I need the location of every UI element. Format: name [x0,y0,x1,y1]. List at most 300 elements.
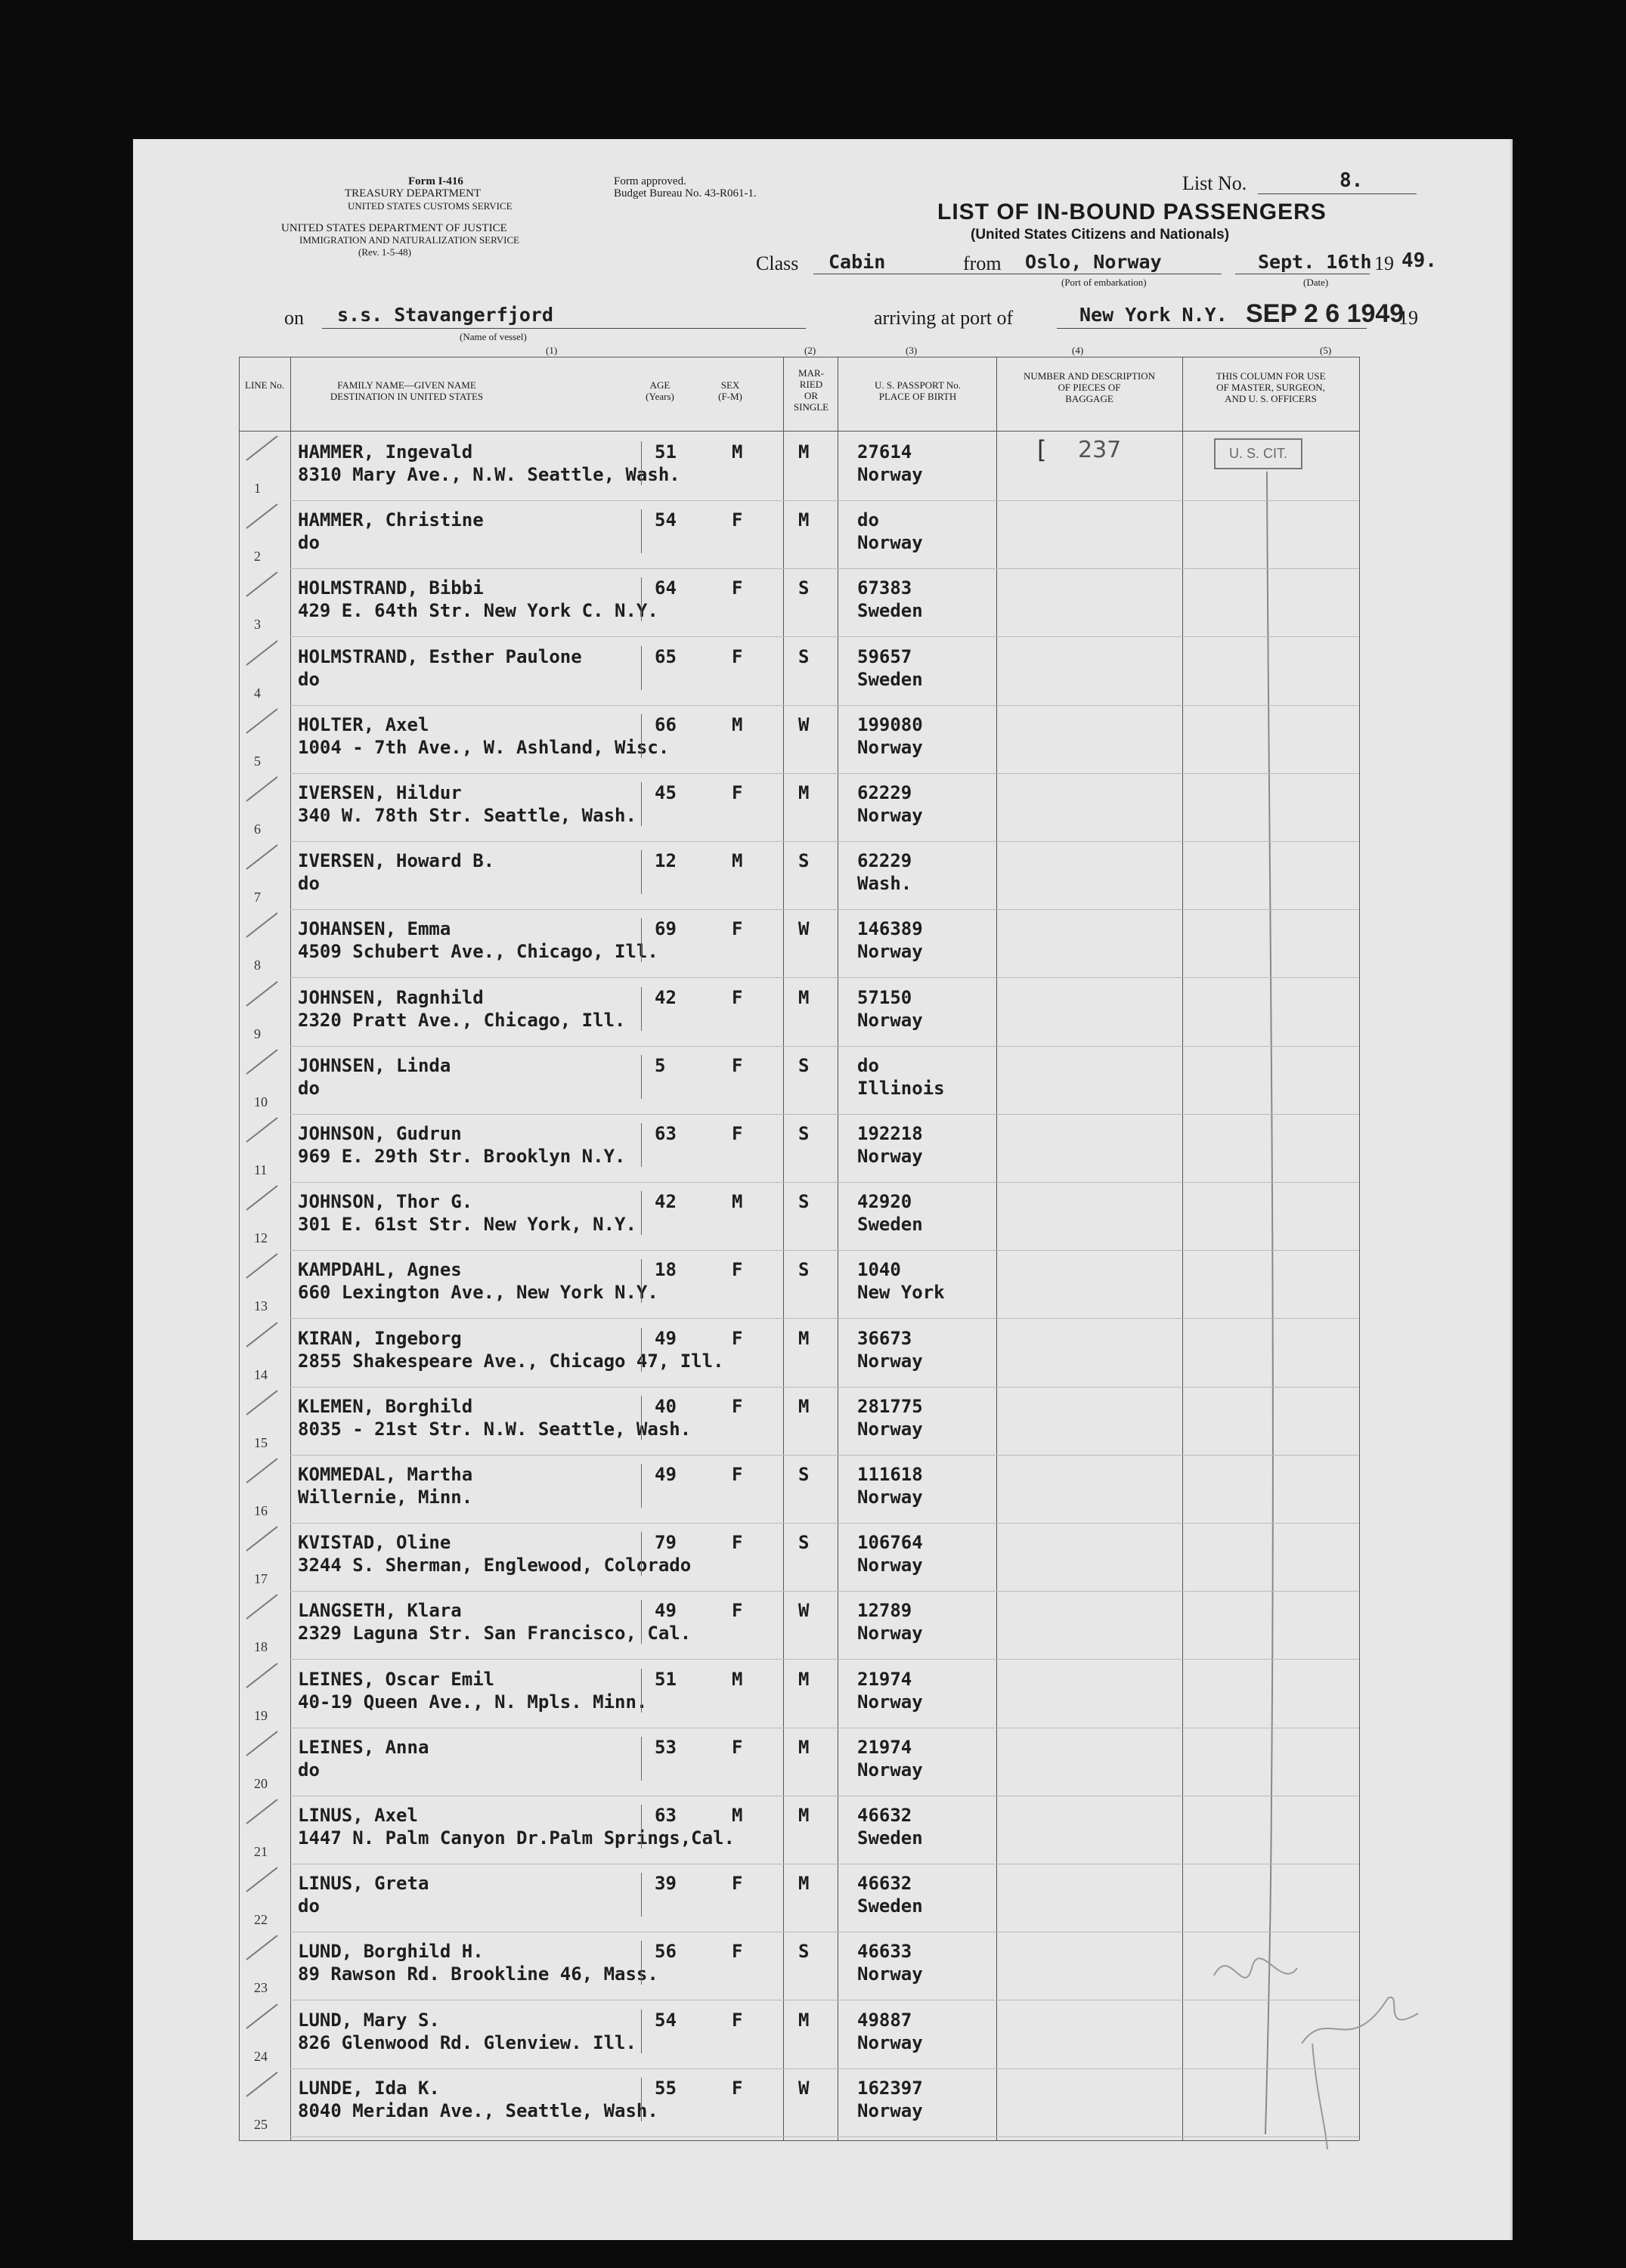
destination: 8310 Mary Ave., N.W. Seattle, Wash. [298,464,680,485]
age: 39 [655,1873,677,1895]
passport-number: 62229 [857,782,912,803]
row-separator [290,1114,1359,1115]
pencil-check-mark [246,913,277,939]
sex: F [732,1736,743,1758]
passport-number: 21974 [857,1668,912,1690]
vessel-name: s.s. Stavangerfjord [337,304,553,326]
table-left-border [239,357,240,2140]
row-bracket [641,1328,642,1372]
embarkation-port: Oslo, Norway [1025,251,1162,273]
marital-status: M [798,1805,810,1826]
row-separator [290,841,1359,842]
sex: F [732,2077,743,2099]
line-number: 16 [254,1503,268,1518]
row-separator [290,500,1359,501]
class-value: Cabin [828,251,886,273]
place-of-birth: Norway [857,941,923,963]
destination: 2855 Shakespeare Ave., Chicago 47, Ill. [298,1350,724,1372]
row-bracket [641,1259,642,1303]
passport-number: 199080 [857,713,923,735]
row-separator [290,1455,1359,1456]
age: 51 [655,1668,677,1690]
line-number: 24 [254,2048,268,2064]
pencil-check-mark [246,981,277,1007]
pencil-check-mark [246,1390,277,1416]
line-number: 12 [254,1230,268,1246]
marital-status: S [798,1259,810,1281]
passenger-name: LUND, Mary S. [298,2009,440,2031]
sex: F [732,2009,743,2031]
list-no-label: List No. [1182,172,1247,194]
budget-bureau: Budget Bureau No. 43-R061-1. [614,187,757,200]
place-of-birth: Norway [857,532,923,554]
age: 79 [655,1532,677,1554]
passenger-name: IVERSEN, Howard B. [298,850,495,872]
treasury-dept: TREASURY DEPARTMENT [345,187,482,200]
destination: 8040 Meridan Ave., Seattle, Wash. [298,2099,658,2121]
list-no-value: 8. [1340,169,1364,192]
marital-status: M [798,1395,810,1417]
marital-status: S [798,850,810,872]
date-caption: (Date) [1303,277,1329,288]
year-value: 49. [1401,249,1437,272]
age: 45 [655,782,677,803]
passport-number: 57150 [857,986,912,1008]
pencil-check-mark [246,1254,277,1279]
place-of-birth: Norway [857,1009,923,1031]
row-bracket [641,1396,642,1440]
sex: F [732,1600,743,1622]
arriving-label: arriving at port of [874,307,1014,329]
customs-service: UNITED STATES CUSTOMS SERVICE [348,200,513,212]
column-number: (2) [804,345,816,356]
age: 49 [655,1464,677,1485]
place-of-birth: Norway [857,1146,923,1167]
col-header-married: MAR- RIED OR SINGLE [793,367,829,413]
row-separator [290,1318,1359,1319]
col-header-sex: SEX (F-M) [718,379,742,402]
row-separator [290,705,1359,706]
place-of-birth: Illinois [857,1077,945,1099]
passenger-name: JOHNSON, Gudrun [298,1123,462,1144]
place-of-birth: Sweden [857,600,923,622]
age: 56 [655,1941,677,1963]
passport-number: do [857,509,879,531]
on-label: on [284,307,304,329]
pencil-check-mark [246,1595,277,1620]
class-label: Class [756,252,799,274]
passenger-name: HOLTER, Axel [298,713,429,735]
destination: 969 E. 29th Str. Brooklyn N.Y. [298,1146,626,1167]
ins-service: IMMIGRATION AND NATURALIZATION SERVICE [299,234,520,246]
marital-status: W [798,918,810,940]
age: 5 [655,1054,666,1076]
line-number: 21 [254,1844,268,1859]
passenger-name: LEINES, Oscar Emil [298,1668,495,1690]
destination: 1004 - 7th Ave., W. Ashland, Wisc. [298,736,670,758]
passenger-name: KVISTAD, Oline [298,1532,451,1554]
pencil-check-mark [246,1322,277,1347]
column-divider [783,357,784,2140]
arrival-year-suffix: 19 [1398,307,1418,329]
pencil-check-mark [246,1117,277,1143]
marital-status: M [798,1327,810,1349]
sex: M [732,1668,743,1690]
line-number: 10 [254,1094,268,1109]
passport-number: 281775 [857,1395,923,1417]
age: 55 [655,2077,677,2099]
baggage-count: 237 [1078,437,1122,463]
place-of-birth: Norway [857,2031,923,2053]
place-of-birth: Norway [857,1963,923,1985]
pencil-check-mark [246,1731,277,1756]
form-number: Form I-416 [408,175,463,187]
age: 63 [655,1123,677,1144]
line-number: 2 [254,549,261,565]
passenger-name: KOMMEDAL, Martha [298,1464,473,1485]
place-of-birth: Sweden [857,1214,923,1236]
justice-dept: UNITED STATES DEPARTMENT OF JUSTICE [281,222,507,234]
sex: F [732,918,743,940]
passenger-name: JOHANSEN, Emma [298,918,451,940]
age: 63 [655,1805,677,1826]
age: 54 [655,2009,677,2031]
pencil-check-mark [246,1935,277,1961]
arrival-port: New York N.Y. [1079,304,1228,326]
column-number: (1) [546,345,558,356]
sex: F [732,1259,743,1281]
line-number: 9 [254,1026,261,1041]
row-bracket [641,782,642,826]
passport-number: 106764 [857,1532,923,1554]
passport-number: 1040 [857,1259,901,1281]
destination: 3244 S. Sherman, Englewood, Colorado [298,1555,692,1576]
place-of-birth: Norway [857,1418,923,1440]
line-number: 1 [254,481,261,496]
passport-number: 192218 [857,1123,923,1144]
age: 65 [655,645,677,667]
passenger-name: LEINES, Anna [298,1736,429,1758]
destination: 340 W. 78th Str. Seattle, Wash. [298,805,636,826]
destination: 2329 Laguna Str. San Francisco, Cal. [298,1623,692,1645]
passport-number: 49887 [857,2009,912,2031]
marital-status: W [798,1600,810,1622]
pencil-check-mark [246,1185,277,1211]
sex: M [732,1191,743,1213]
list-no-underline [1258,193,1417,194]
place-of-birth: Norway [857,805,923,826]
line-number: 4 [254,685,261,701]
passenger-name: HOLMSTRAND, Esther Paulone [298,645,582,667]
sex: M [732,713,743,735]
row-separator [290,909,1359,910]
marital-status: M [798,782,810,803]
sex: F [732,1054,743,1076]
marital-status: S [798,577,810,599]
row-bracket [641,441,642,485]
row-bracket [641,1191,642,1235]
age: 66 [655,713,677,735]
passport-number: 67383 [857,577,912,599]
col-header-line: LINE No. [245,379,284,391]
age: 12 [655,850,677,872]
row-bracket [641,1873,642,1917]
pencil-check-mark [246,435,277,461]
passport-number: 36673 [857,1327,912,1349]
passenger-name: LUND, Borghild H. [298,1941,484,1963]
port-caption: (Port of embarkation) [1061,277,1147,288]
marital-status: S [798,1941,810,1963]
row-separator [290,1250,1359,1251]
place-of-birth: Norway [857,1350,923,1372]
sex: F [732,1464,743,1485]
passport-number: 146389 [857,918,923,940]
row-bracket [641,1464,642,1508]
year-prefix: 19 [1374,252,1394,274]
form-approved: Form approved. [614,175,686,187]
row-bracket [641,1669,642,1713]
place-of-birth: Norway [857,1487,923,1508]
passenger-name: KLEMEN, Borghild [298,1395,473,1417]
line-number: 20 [254,1775,268,1791]
destination: do [298,1077,320,1099]
pencil-check-mark [246,1867,277,1892]
place-of-birth: New York [857,1282,945,1304]
row-separator [290,2136,1359,2137]
col-header-baggage: NUMBER AND DESCRIPTION OF PIECES OF BAGGAGE [1023,370,1156,404]
destination: Willernie, Minn. [298,1487,473,1508]
destination: do [298,1759,320,1781]
row-separator [290,1591,1359,1592]
row-separator [290,1046,1359,1047]
sex: F [732,577,743,599]
row-separator [290,1523,1359,1524]
sex: F [732,1532,743,1554]
sex: F [732,645,743,667]
age: 64 [655,577,677,599]
destination: do [298,873,320,895]
passport-number: 162397 [857,2077,923,2099]
line-number: 22 [254,1912,268,1928]
page-title: LIST OF IN-BOUND PASSENGERS [937,200,1327,224]
column-number: (3) [906,345,918,356]
column-divider [996,357,997,2140]
row-separator [290,977,1359,978]
citizen-stamp: U. S. CIT. [1214,438,1302,469]
age: 40 [655,1395,677,1417]
passenger-name: HAMMER, Christine [298,509,484,531]
pencil-check-mark [246,844,277,870]
sex: F [732,1327,743,1349]
row-bracket [641,646,642,690]
line-number: 11 [254,1162,268,1177]
row-bracket [641,1055,642,1099]
pencil-check-mark [246,1663,277,1688]
row-bracket [641,1737,642,1781]
marital-status: M [798,509,810,531]
passport-number: 111618 [857,1464,923,1485]
place-of-birth: Sweden [857,1827,923,1849]
marital-status: M [798,2009,810,2031]
passport-number: 46632 [857,1873,912,1895]
row-separator [290,1182,1359,1183]
passenger-name: LINUS, Axel [298,1805,418,1826]
passenger-name: IVERSEN, Hildur [298,782,462,803]
marital-status: S [798,1532,810,1554]
passport-number: 42920 [857,1191,912,1213]
passenger-name: LINUS, Greta [298,1873,429,1895]
row-bracket [641,509,642,553]
marital-status: M [798,441,810,463]
place-of-birth: Norway [857,1623,923,1645]
col-header-passport: U. S. PASSPORT No. PLACE OF BIRTH [874,379,962,402]
pencil-check-mark [246,1526,277,1552]
column-number: (4) [1072,345,1084,356]
pencil-check-mark [246,2003,277,2029]
age: 42 [655,1191,677,1213]
marital-status: S [798,645,810,667]
line-number: 25 [254,2116,268,2132]
age: 49 [655,1327,677,1349]
manifest-page [133,139,1513,2240]
pencil-check-mark [246,1799,277,1824]
row-bracket [641,918,642,962]
line-number: 18 [254,1639,268,1655]
destination: 826 Glenwood Rd. Glenview. Ill. [298,2031,636,2053]
line-number: 7 [254,890,261,905]
passport-number: 21974 [857,1736,912,1758]
destination: 4509 Schubert Ave., Chicago, Ill. [298,941,658,963]
passenger-name: HOLMSTRAND, Bibbi [298,577,484,599]
passenger-name: LANGSETH, Klara [298,1600,462,1622]
place-of-birth: Wash. [857,873,912,895]
marital-status: M [798,1873,810,1895]
line-number: 8 [254,958,261,973]
row-separator [290,773,1359,774]
age: 53 [655,1736,677,1758]
col-header-age: AGE (Years) [646,379,674,402]
place-of-birth: Norway [857,1555,923,1576]
sex: F [732,1941,743,1963]
passport-number: 62229 [857,850,912,872]
destination: 660 Lexington Ave., New York N.Y. [298,1282,658,1304]
page-subtitle: (United States Citizens and Nationals) [971,227,1230,243]
sex: F [732,509,743,531]
pencil-check-mark [246,776,277,802]
table-right-border [1359,357,1360,2140]
row-bracket [641,1600,642,1644]
passenger-name: JOHNSON, Thor G. [298,1191,473,1213]
sex: M [732,1805,743,1826]
passport-number: 12789 [857,1600,912,1622]
place-of-birth: Norway [857,736,923,758]
place-of-birth: Sweden [857,1895,923,1917]
pencil-check-mark [246,503,277,529]
place-of-birth: Norway [857,1691,923,1713]
table-header-border [239,431,1359,432]
passenger-name: JOHNSEN, Linda [298,1054,451,1076]
passenger-name: KAMPDAHL, Agnes [298,1259,462,1281]
marital-status: M [798,986,810,1008]
row-bracket [641,577,642,621]
sex: F [732,1395,743,1417]
age: 69 [655,918,677,940]
sex: F [732,986,743,1008]
sex: M [732,850,743,872]
destination: 301 E. 61st Str. New York, N.Y. [298,1214,636,1236]
passport-number: 46632 [857,1805,912,1826]
marital-status: S [798,1464,810,1485]
line-number: 3 [254,617,261,633]
place-of-birth: Norway [857,1759,923,1781]
marital-status: S [798,1054,810,1076]
destination: 429 E. 64th Str. New York C. N.Y. [298,600,658,622]
passport-number: 59657 [857,645,912,667]
marital-status: M [798,1668,810,1690]
place-of-birth: Norway [857,2099,923,2121]
line-number: 23 [254,1980,268,1996]
passenger-name: KIRAN, Ingeborg [298,1327,462,1349]
passport-number: 46633 [857,1941,912,1963]
row-bracket [641,2010,642,2053]
from-label: from [963,252,1002,274]
passport-number: 27614 [857,441,912,463]
passenger-name: LUNDE, Ida K. [298,2077,440,2099]
row-separator [290,568,1359,569]
row-bracket [641,1941,642,1985]
marital-status: M [798,1736,810,1758]
col-header-name: FAMILY NAME—GIVEN NAME DESTINATION IN UNITED STATES [330,379,484,402]
pencil-check-mark [246,2072,277,2097]
place-of-birth: Sweden [857,668,923,690]
destination: 1447 N. Palm Canyon Dr.Palm Springs,Cal. [298,1827,735,1849]
row-separator [290,1387,1359,1388]
vessel-underline [322,328,806,329]
table-bottom-border [239,2140,1359,2141]
destination: 8035 - 21st Str. N.W. Seattle, Wash. [298,1418,692,1440]
marital-status: S [798,1123,810,1144]
line-number: 15 [254,1434,268,1450]
age: 54 [655,509,677,531]
destination: do [298,668,320,690]
destination: 89 Rawson Rd. Brookline 46, Mass. [298,1963,658,1985]
col-header-officers: THIS COLUMN FOR USE OF MASTER, SURGEON, AND U. S. OFFICERS [1216,370,1326,404]
destination: 2320 Pratt Ave., Chicago, Ill. [298,1009,626,1031]
revision-date: (Rev. 1-5-48) [358,246,411,258]
sex: F [732,782,743,803]
destination: do [298,532,320,554]
column-number: (5) [1320,345,1332,356]
row-bracket [641,987,642,1031]
age: 18 [655,1259,677,1281]
row-bracket [641,714,642,758]
sex: F [732,1873,743,1895]
passport-number: do [857,1054,879,1076]
age: 49 [655,1600,677,1622]
pencil-check-mark [246,1458,277,1484]
row-separator [290,1659,1359,1660]
row-bracket [641,850,642,894]
pencil-check-mark [246,1049,277,1075]
line-number: 17 [254,1571,268,1587]
passenger-name: JOHNSEN, Ragnhild [298,986,484,1008]
line-number: 14 [254,1366,268,1382]
sex: M [732,441,743,463]
passenger-name: HAMMER, Ingevald [298,441,473,463]
baggage-bracket: [ [1037,435,1047,464]
line-number: 6 [254,821,261,837]
line-number: 19 [254,1707,268,1723]
